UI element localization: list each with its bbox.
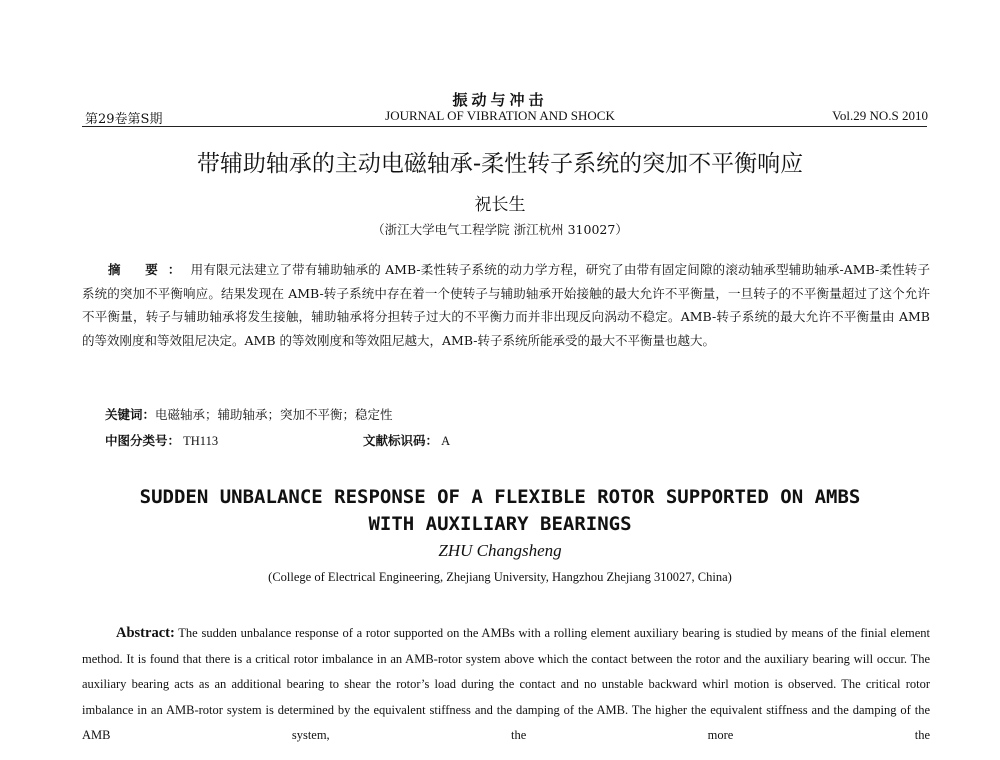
journal-name-en: JOURNAL OF VIBRATION AND SHOCK — [385, 108, 615, 123]
journal-name-cn: 振动与冲击 — [452, 91, 548, 109]
abstract-cn — [82, 258, 930, 352]
abstract-label-cn: 摘 要： — [108, 262, 191, 277]
paper-title-en: SUDDEN UNBALANCE RESPONSE OF A FLEXIBLE ROTOR SUPPORTED ON AMBS WITH AUXILIARY BEARINGS — [139, 486, 861, 535]
classification-label: 中图分类号： — [105, 434, 181, 448]
keywords — [105, 405, 393, 423]
author-cn: 祝长生 — [474, 195, 526, 215]
header-rule — [82, 126, 927, 127]
classification-value: TH113 — [183, 434, 219, 448]
document-code-label: 文献标识码： — [363, 434, 439, 448]
keywords-value: 电磁轴承；辅助轴承；突加不平衡；稳定性 — [155, 407, 393, 422]
abstract-text-cn: 用有限元法建立了带有辅助轴承的 AMB-柔性转子系统的动力学方程，研究了由带有固定间隙的滚动轴承型辅助轴承-AMB-柔性转子系统的突加不平衡响应。结果发现在 AMB-转子系统中存在着一个使转子与辅助轴承开始接触的最大允许不平衡量，一旦转子的不平衡量超过了这个允许不平衡量，转子与辅助轴承将发生接触，辅助轴承将分担转子过大的不平衡力而并非出现反向涡动不稳定。AMB-转子系统的最大允许不平衡量由 AMB 的等效刚度和等效阻尼决定。AMB 的等效刚度和等效阻尼越大，AMB-转子系统所能承受的最大不平衡量也越大。 — [82, 262, 931, 348]
affiliation-en: (College of Electrical Engineering, Zhejiang University, Hangzhou Zhejiang 310027, China) — [268, 570, 732, 584]
paper-title-cn: 带辅助轴承的主动电磁轴承-柔性转子系统的突加不平衡响应 — [196, 151, 804, 177]
abstract-en — [82, 621, 930, 749]
abstract-label-en: Abstract: — [116, 625, 175, 641]
document-code — [363, 431, 450, 449]
document-code-value: A — [441, 434, 451, 448]
author-en: ZHU Changsheng — [438, 541, 562, 560]
volume-info: Vol.29 NO.S 2010 — [832, 108, 928, 123]
issue-number: 第29卷第S期 — [85, 112, 163, 127]
affiliation-cn: （浙江大学电气工程学院 浙江杭州 310027） — [372, 222, 628, 237]
abstract-text-en: The sudden unbalance response of a rotor supported on the AMBs with a rolling element auxiliary bearing is studied by means of the finial element method. It is found that there is a critical rotor imbalance in an AMB-rotor system above which the contact between the rotor and the auxiliary bearing will occur. The auxiliary bearing acts as an additional bearing to shear the rotor’s load during the contact and no unstable backward whirl motion is observed. The critical rotor imbalance in an AMB-rotor system is determined by the equivalent stiffness and the damping of the AMB. The higher the equivalent stiffness and the damping of the AMB system, the more the — [82, 626, 930, 743]
keywords-label: 关键词： — [105, 407, 156, 422]
classification — [105, 431, 218, 449]
